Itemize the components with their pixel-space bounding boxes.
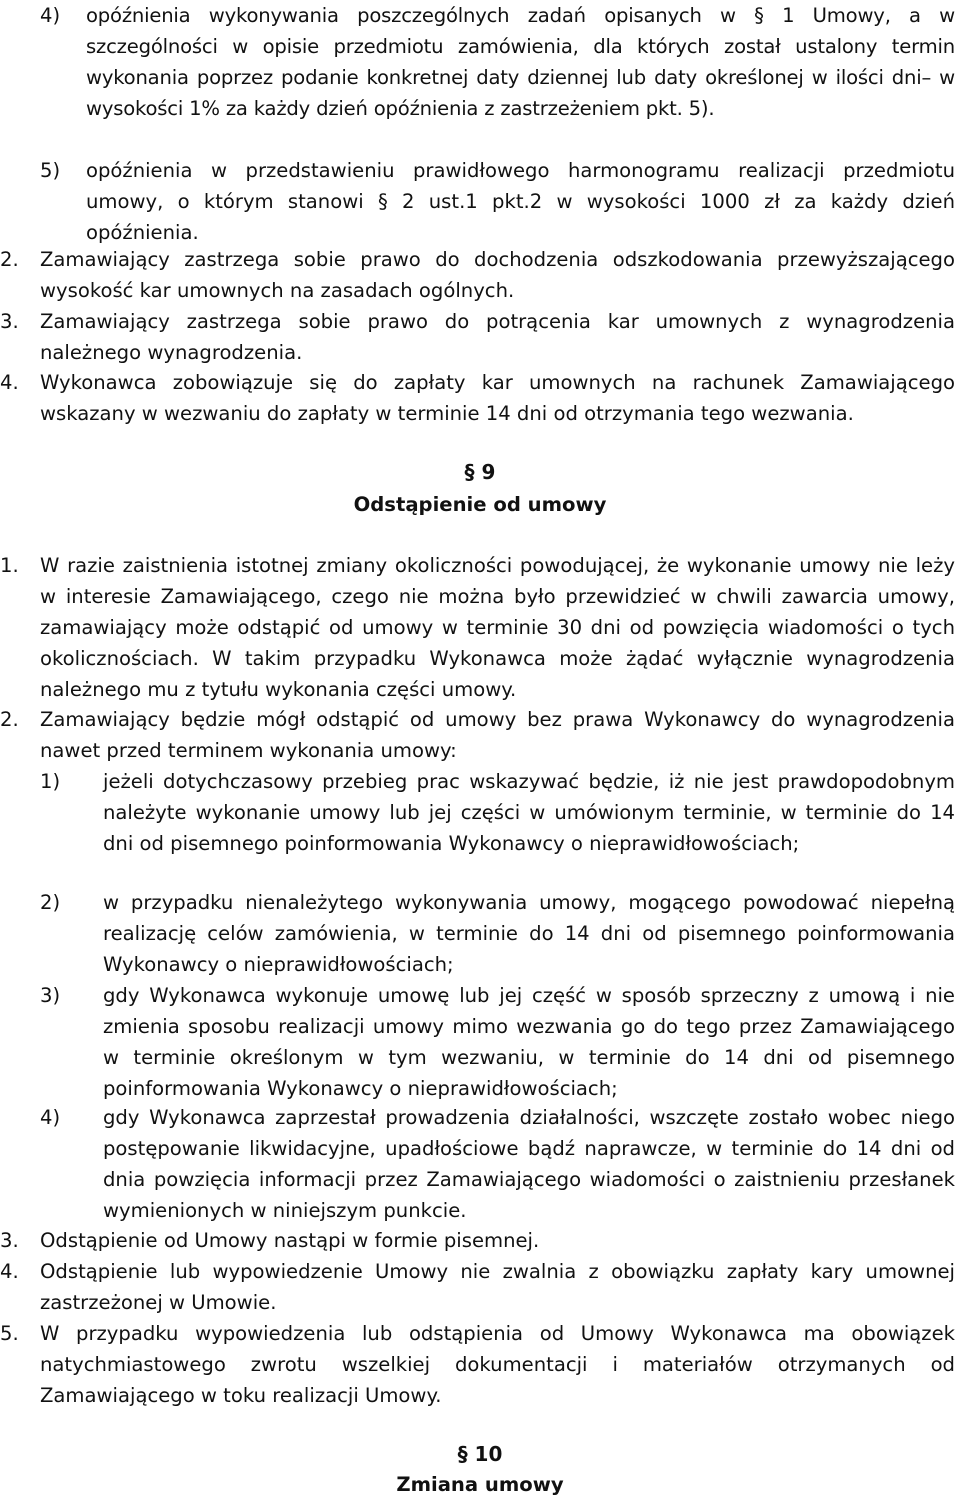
item-text: Zamawiający zastrzega sobie prawo do dochodzenia odszkodowania przewyższającego wysokość kar umownych na zasadach ogólnych. bbox=[40, 248, 955, 302]
item-text: Odstąpienie od Umowy nastąpi w formie pisemnej. bbox=[40, 1229, 540, 1252]
item-number: 5) bbox=[40, 159, 61, 182]
item-text: jeżeli dotychczasowy przebieg prac wskazywać będzie, iż nie jest prawdopodobnym należyte wykonanie umowy lub jej części w umówionym terminie, w terminie do 14 dni od pisemnego poinformowania Wykonawcy o nieprawidłowościach; bbox=[103, 770, 955, 855]
item-text: opóźnienia w przedstawieniu prawidłowego harmonogramu realizacji przedmiotu umowy, o którym stanowi § 2 ust.1 pkt.2 w wysokości 1000 zł za każdy dzień opóźnienia. bbox=[86, 159, 955, 244]
item-text: opóźnienia wykonywania poszczególnych zadań opisanych w § 1 Umowy, a w szczególności w opisie przedmiotu zamówienia, dla których został ustalony termin wykonania poprzez podanie konkretnej daty dziennej lub daty określonej w ilości dni– w wysokości 1% za każdy dzień opóźnienia z zastrzeżeniem pkt. 5). bbox=[86, 4, 955, 120]
item-number: 4. bbox=[0, 371, 19, 394]
item-number: 3) bbox=[40, 984, 61, 1007]
list-item bbox=[0, 1318, 955, 1411]
item-number: 4. bbox=[0, 1260, 19, 1283]
item-number: 4) bbox=[40, 1106, 61, 1129]
sub-list-item bbox=[40, 887, 955, 980]
item-number: 1. bbox=[0, 554, 19, 577]
sub-list-item bbox=[40, 766, 955, 859]
item-number: 4) bbox=[40, 4, 61, 27]
list-item bbox=[0, 367, 955, 429]
item-text: W przypadku wypowiedzenia lub odstąpienia od Umowy Wykonawca ma obowiązek natychmiastowego zwrotu wszelkiej dokumentacji i materiałów otrzymanych od Zamawiającego w toku realizacji Umowy. bbox=[40, 1322, 955, 1407]
item-text: Zamawiający zastrzega sobie prawo do potrącenia kar umownych z wynagrodzenia należnego wynagrodzenia. bbox=[40, 310, 955, 364]
section-title: Odstąpienie od umowy bbox=[353, 493, 607, 516]
section-title: Zmiana umowy bbox=[396, 1473, 564, 1496]
item-number: 3. bbox=[0, 310, 19, 333]
item-number: 3. bbox=[0, 1229, 19, 1252]
list-item bbox=[0, 550, 955, 705]
list-item bbox=[0, 244, 955, 306]
item-text: Odstąpienie lub wypowiedzenie Umowy nie zwalnia z obowiązku zapłaty kary umownej zastrzeżonej w Umowie. bbox=[40, 1260, 955, 1314]
item-number: 5. bbox=[0, 1322, 19, 1345]
item-text: Zamawiający będzie mógł odstąpić od umowy bez prawa Wykonawcy do wynagrodzenia nawet przed terminem wykonania umowy: bbox=[40, 708, 955, 762]
item-text: gdy Wykonawca zaprzestał prowadzenia działalności, wszczęte zostało wobec niego postępowanie likwidacyjne, upadłościowe bądź naprawcze, w terminie do 14 dni od dnia powzięcia informacji przez Zamawiającego wiadomości o zaistnieniu przesłanek wymienionych w niniejszym punkcie. bbox=[103, 1106, 955, 1222]
item-text: gdy Wykonawca wykonuje umowę lub jej część w sposób sprzeczny z umową i nie zmienia sposobu realizacji umowy mimo wezwania go do tego przez Zamawiającego w terminie określonym w tym wezwaniu, w terminie do 14 dni od pisemnego poinformowania Wykonawcy o nieprawidłowościach; bbox=[103, 984, 955, 1100]
list-item bbox=[0, 704, 955, 766]
list-item bbox=[40, 155, 955, 248]
item-number: 1) bbox=[40, 770, 61, 793]
list-item bbox=[0, 1225, 955, 1256]
item-number: 2. bbox=[0, 248, 19, 271]
item-text: Wykonawca zobowiązuje się do zapłaty kar umownych na rachunek Zamawiającego wskazany w wezwaniu do zapłaty w terminie 14 dni od otrzymania tego wezwania. bbox=[40, 371, 955, 425]
list-item bbox=[0, 1256, 955, 1318]
item-number: 2. bbox=[0, 708, 19, 731]
list-item bbox=[40, 0, 955, 124]
section-number: § 9 bbox=[464, 460, 496, 484]
sub-list-item bbox=[40, 1102, 955, 1226]
item-number: 2) bbox=[40, 891, 61, 914]
list-item bbox=[0, 306, 955, 368]
sub-list-item bbox=[40, 980, 955, 1104]
section-number: § 10 bbox=[457, 1442, 503, 1466]
item-text: w przypadku nienależytego wykonywania umowy, mogącego powodować niepełną realizację celów zamówienia, w terminie do 14 dni od pisemnego poinformowania Wykonawcy o nieprawidłowościach; bbox=[103, 891, 955, 976]
item-text: W razie zaistnienia istotnej zmiany okoliczności powodującej, że wykonanie umowy nie leży w interesie Zamawiającego, czego nie można było przewidzieć w chwili zawarcia umowy, zamawiający może odstąpić od umowy w terminie 30 dni od powzięcia wiadomości o tych okolicznościach. W takim przypadku Wykonawca może żądać wyłącznie wynagrodzenia należnego mu z tytułu wykonania części umowy. bbox=[40, 554, 955, 701]
